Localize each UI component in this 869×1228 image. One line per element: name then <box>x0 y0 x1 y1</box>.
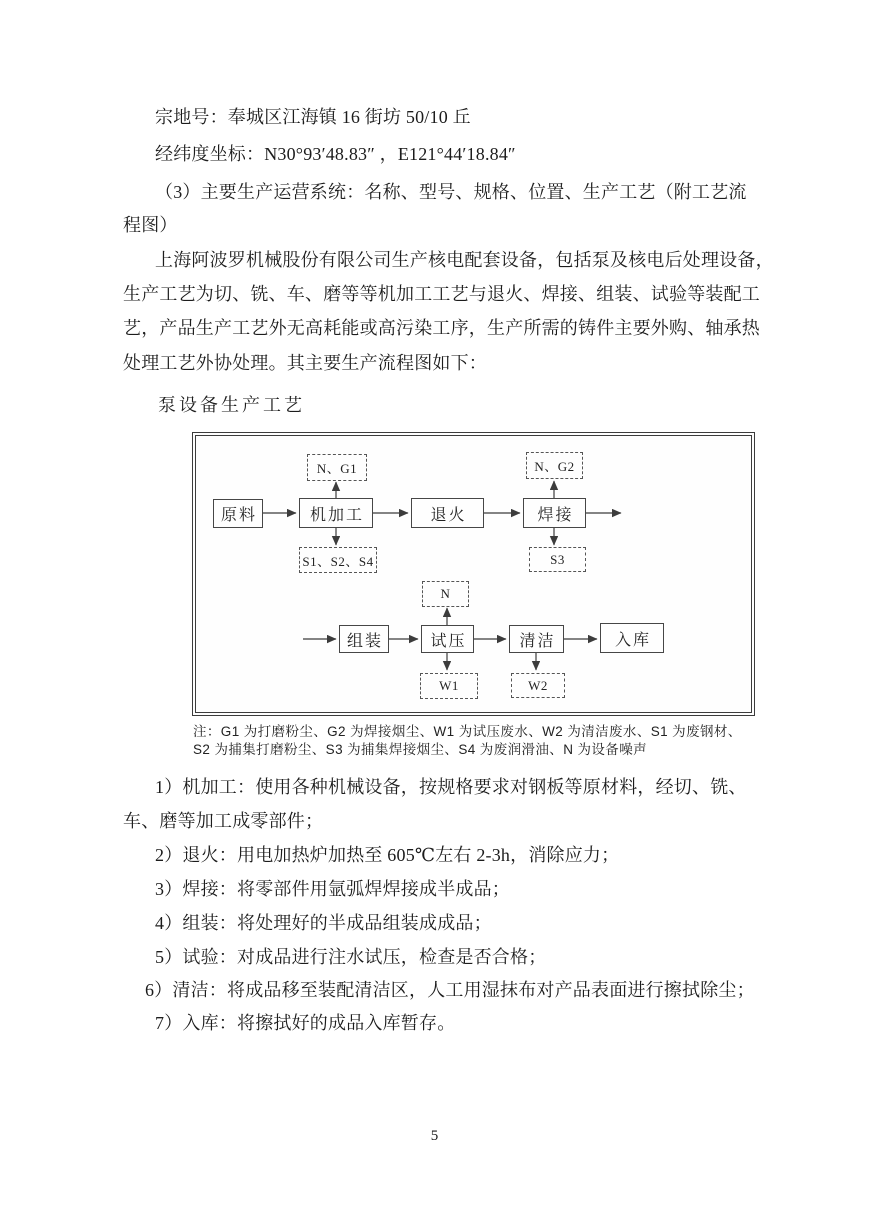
step-assembly: 4）组装：将处理好的半成品组装成成品； <box>155 913 492 933</box>
section3-heading-line1: （3）主要生产运营系统：名称、型号、规格、位置、生产工艺（附工艺流 <box>155 182 747 202</box>
paragraph-line: 上海阿波罗机械股份有限公司生产核电配套设备，包括泵及核电后处理设备， <box>155 250 774 270</box>
step-machining-line1: 1）机加工：使用各种机械设备，按规格要求对钢板等原材料，经切、铣、 <box>155 777 747 797</box>
step-machining-line2: 车、磨等加工成零部件； <box>123 811 324 831</box>
parcel-number-line: 宗地号：奉城区江海镇 16 街坊 50/10 丘 <box>155 107 471 127</box>
node-annealing: 退火 <box>411 498 484 528</box>
node-pressure-test: 试压 <box>421 625 474 653</box>
paragraph-line: 处理工艺外协处理。其主要生产流程图如下： <box>123 353 487 373</box>
node-welding: 焊接 <box>523 498 586 528</box>
node-raw-material: 原料 <box>213 499 263 528</box>
node-warehousing: 入库 <box>600 623 664 653</box>
step-testing: 5）试验：对成品进行注水试压，检查是否合格； <box>155 947 547 967</box>
section3-heading-line2: 程图） <box>123 215 178 235</box>
node-emission-n-g2: N、G2 <box>526 452 583 479</box>
node-machining: 机加工 <box>299 498 373 528</box>
page-number: 5 <box>430 1128 439 1144</box>
diagram-note-line2: S2 为捕集打磨粉尘、S3 为捕集焊接烟尘、S4 为废润滑油、N 为设备噪声 <box>193 742 647 757</box>
node-waste-s1-s2-s4: S1、S2、S4 <box>299 547 377 573</box>
figure-title: 泵设备生产工艺 <box>158 395 305 415</box>
paragraph-line: 艺，产品生产工艺外无高耗能或高污染工序，生产所需的铸件主要外购、轴承热 <box>123 318 760 338</box>
coordinates-line: 经纬度坐标：N30°93′48.83″ ，E121°44′18.84″ <box>155 144 516 164</box>
flow-diagram <box>192 432 755 716</box>
node-assembly: 组装 <box>339 625 389 653</box>
node-waste-s3: S3 <box>529 547 586 572</box>
step-annealing: 2）退火：用电加热炉加热至 605℃左右 2-3h，消除应力； <box>155 845 620 865</box>
diagram-note-line1: 注：G1 为打磨粉尘、G2 为焊接烟尘、W1 为试压废水、W2 为清洁废水、S1 为废钢材、 <box>193 724 742 739</box>
node-cleaning: 清洁 <box>509 625 564 653</box>
step-welding: 3）焊接：将零部件用氩弧焊焊接成半成品； <box>155 879 510 899</box>
node-wastewater-w2: W2 <box>511 673 565 698</box>
paragraph-line: 生产工艺为切、铣、车、磨等等机加工工艺与退火、焊接、组装、试验等装配工 <box>123 284 760 304</box>
node-wastewater-w1: W1 <box>420 673 478 699</box>
step-cleaning: 6）清洁：将成品移至装配清洁区，人工用湿抹布对产品表面进行擦拭除尘； <box>145 980 755 1000</box>
node-noise-n: N <box>422 581 469 607</box>
step-warehousing: 7）入库：将擦拭好的成品入库暂存。 <box>155 1013 456 1033</box>
node-emission-n-g1: N、G1 <box>307 454 367 481</box>
